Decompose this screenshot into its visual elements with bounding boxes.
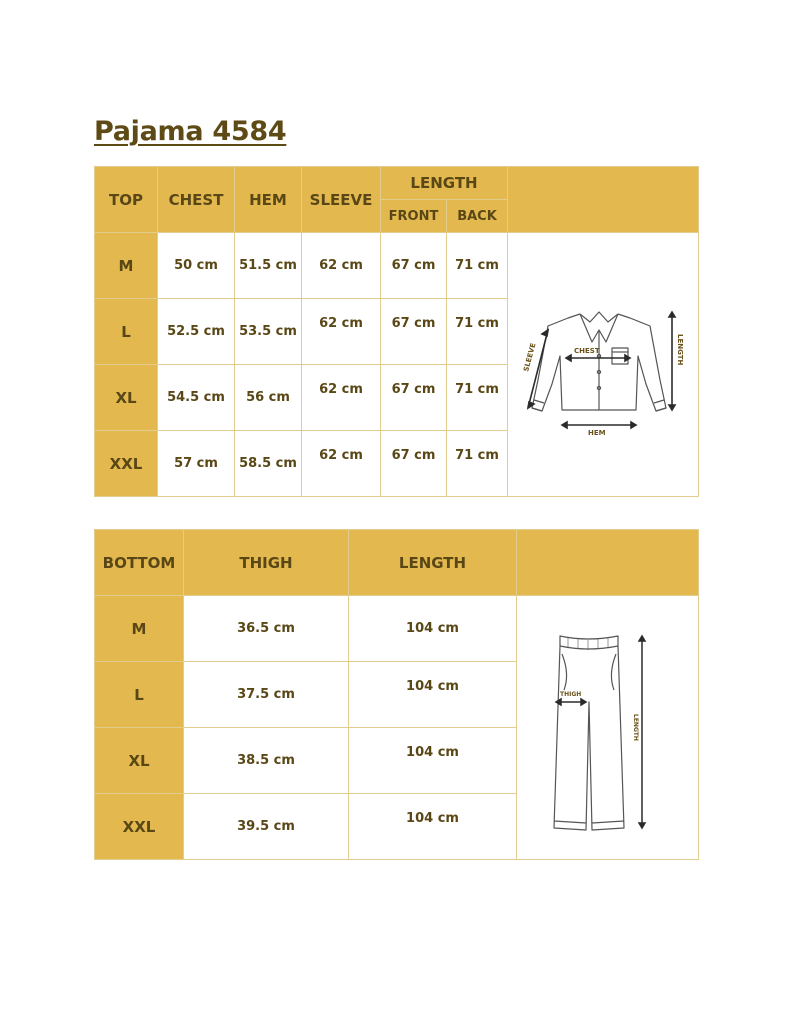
sleeve-sketch-label: SLEEVE [522,341,538,373]
size-label: L [95,299,158,365]
back-length-value: 71 cm [447,299,508,365]
front-length-value: 67 cm [381,299,447,365]
chest-value: 52.5 cm [158,299,235,365]
thigh-sketch-label: THIGH [559,690,581,698]
front-length-value: 67 cm [381,233,447,299]
thigh-value: 38.5 cm [184,728,349,794]
sleeve-value: 62 cm [302,365,381,431]
hem-sketch-label: HEM [588,428,606,437]
table-row [95,596,699,662]
length-sketch-label: LENGTH [631,713,639,741]
table-row [95,233,699,299]
chest-sketch-label: CHEST [574,346,600,355]
chest-value: 57 cm [158,431,235,497]
sleeve-value: 62 cm [302,233,381,299]
length-sketch-label: LENGTH [676,333,685,365]
header-front: FRONT [381,200,447,233]
header-image-blank [508,167,699,233]
bottom-size-table [94,529,699,860]
back-length-value: 71 cm [447,431,508,497]
header-top: TOP [95,167,158,233]
shirt-sketch-cell [508,233,699,497]
size-label: XXL [95,431,158,497]
size-label: M [95,233,158,299]
header-length: LENGTH [349,530,517,596]
hem-value: 51.5 cm [235,233,302,299]
size-label: XL [95,365,158,431]
thigh-value: 37.5 cm [184,662,349,728]
page-title: Pajama 4584 [94,116,287,147]
length-value: 104 cm [349,662,517,728]
size-label: XXL [95,794,184,860]
header-image-blank [517,530,699,596]
header-back: BACK [447,200,508,233]
thigh-value: 36.5 cm [184,596,349,662]
thigh-value: 39.5 cm [184,794,349,860]
size-label: XL [95,728,184,794]
front-length-value: 67 cm [381,431,447,497]
pants-sketch-cell [517,596,699,860]
top-size-table [94,166,699,497]
header-hem: HEM [235,167,302,233]
chest-value: 50 cm [158,233,235,299]
length-value: 104 cm [349,794,517,860]
hem-value: 56 cm [235,365,302,431]
size-label: M [95,596,184,662]
length-value: 104 cm [349,728,517,794]
shirt-measurement-sketch [518,290,688,440]
pants-measurement-sketch [538,618,678,838]
header-sleeve: SLEEVE [302,167,381,233]
hem-value: 53.5 cm [235,299,302,365]
header-length: LENGTH [381,167,508,200]
back-length-value: 71 cm [447,233,508,299]
header-bottom: BOTTOM [95,530,184,596]
front-length-value: 67 cm [381,365,447,431]
sleeve-value: 62 cm [302,431,381,497]
size-label: L [95,662,184,728]
hem-value: 58.5 cm [235,431,302,497]
length-value: 104 cm [349,596,517,662]
chest-value: 54.5 cm [158,365,235,431]
back-length-value: 71 cm [447,365,508,431]
sleeve-value: 62 cm [302,299,381,365]
header-thigh: THIGH [184,530,349,596]
header-chest: CHEST [158,167,235,233]
